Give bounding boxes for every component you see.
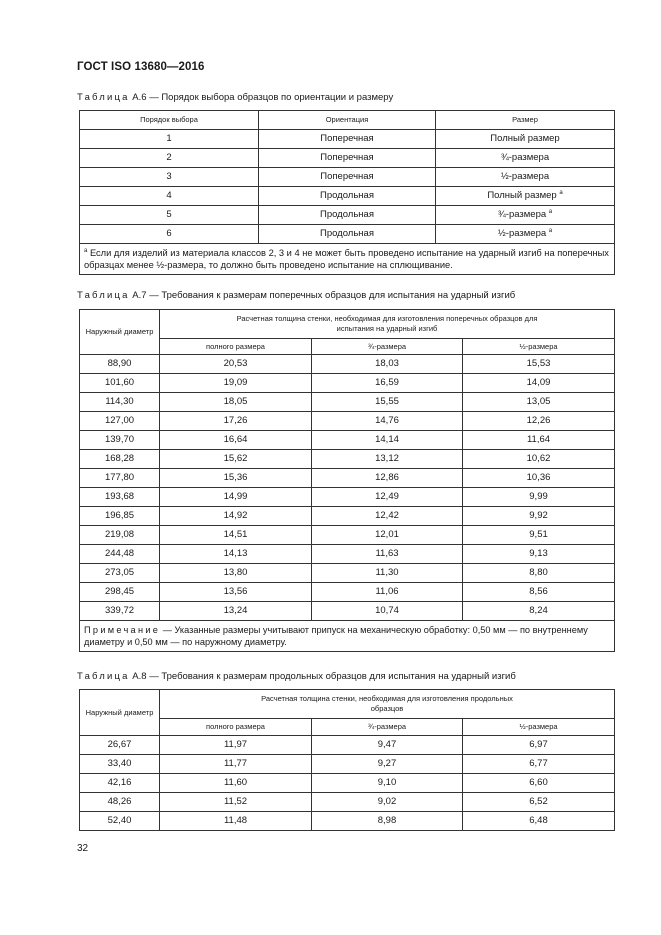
footnote-mark: a <box>559 190 563 196</box>
table-cell: 10,74 <box>312 602 463 621</box>
table-row <box>80 488 615 507</box>
size-text: ½-размера <box>500 171 550 182</box>
table-cell: 14,51 <box>160 526 312 545</box>
table-row <box>80 507 615 526</box>
page-number: 32 <box>77 843 89 854</box>
table-cell: Поперечная <box>259 149 436 168</box>
table-cell <box>436 206 615 225</box>
table-row <box>80 149 615 168</box>
table-row <box>80 393 615 412</box>
table-cell: 9,51 <box>463 526 615 545</box>
table-cell: 101,60 <box>80 374 160 393</box>
table-cell <box>436 168 615 187</box>
table-row <box>80 225 615 244</box>
table-a8-caption <box>77 671 516 682</box>
table-cell: 33,40 <box>80 755 160 774</box>
table-row <box>80 206 615 225</box>
table-cell: 8,56 <box>463 583 615 602</box>
header-cell: Ориентация <box>259 111 436 130</box>
table-cell: 10,62 <box>463 450 615 469</box>
table-row <box>80 774 615 793</box>
header-cell: Размер <box>436 111 615 130</box>
subheader-cell: полного размера <box>160 719 312 736</box>
table-a6-footnote <box>80 244 615 275</box>
table-cell: 5 <box>80 206 259 225</box>
table-a7-header-row <box>80 310 615 339</box>
document-code: ГОСТ ISO 13680—2016 <box>77 61 205 73</box>
table-cell: Продольная <box>259 206 436 225</box>
header-wall-thickness: Расчетная толщина стенки, необходимая для изготовления поперечных образцов для испытания на ударный изгиб <box>160 310 615 339</box>
table-cell: 139,70 <box>80 431 160 450</box>
note-word: Примечание <box>84 625 161 635</box>
table-cell: 2 <box>80 149 259 168</box>
table-row <box>80 469 615 488</box>
table-cell <box>436 149 615 168</box>
caption-text: А.6 — Порядок выбора образцов по ориентации и размеру <box>129 92 394 103</box>
subheader-cell: ½-размера <box>463 339 615 355</box>
table-row <box>80 130 615 149</box>
table-cell: 6,97 <box>463 736 615 755</box>
table-row <box>80 168 615 187</box>
table-cell: 16,64 <box>160 431 312 450</box>
table-row <box>80 755 615 774</box>
table-cell: 14,76 <box>312 412 463 431</box>
table-cell: 13,12 <box>312 450 463 469</box>
table-cell: 11,30 <box>312 564 463 583</box>
header-diameter: Наружный диаметр <box>80 310 160 355</box>
table-cell: 114,30 <box>80 393 160 412</box>
footnote-mark: a <box>548 209 553 215</box>
table-cell: 18,03 <box>312 355 463 374</box>
table-cell: 8,24 <box>463 602 615 621</box>
table-cell: 12,49 <box>312 488 463 507</box>
table-cell: 11,77 <box>160 755 312 774</box>
table-a7-caption <box>77 290 515 301</box>
table-cell: 16,59 <box>312 374 463 393</box>
caption-text: А.7 — Требования к размерам поперечных образцов для испытания на ударный изгиб <box>129 290 516 301</box>
table-cell <box>436 130 615 149</box>
table-a7-note <box>80 621 615 652</box>
table-a8-subheader-row <box>80 719 615 736</box>
table-cell: 1 <box>80 130 259 149</box>
table-cell: 13,05 <box>463 393 615 412</box>
table-cell: 273,05 <box>80 564 160 583</box>
footnote-mark: a <box>84 248 88 254</box>
table-row <box>80 431 615 450</box>
table-a8-header-row <box>80 690 615 719</box>
caption-word: Таблица <box>77 92 130 103</box>
table-cell: 339,72 <box>80 602 160 621</box>
table-cell: 26,67 <box>80 736 160 755</box>
table-cell: 3 <box>80 168 259 187</box>
table-cell: 17,26 <box>160 412 312 431</box>
subheader-cell: ¾-размера <box>312 339 463 355</box>
table-a6-caption <box>77 92 393 103</box>
table-a6-header-row <box>80 111 615 130</box>
table-cell: 6,48 <box>463 812 615 831</box>
header-wall-thickness: Расчетная толщина стенки, необходимая для изготовления продольных образцов <box>160 690 615 719</box>
table-cell: 15,55 <box>312 393 463 412</box>
table-a6 <box>79 110 615 275</box>
table-row <box>80 545 615 564</box>
table-cell: Продольная <box>259 187 436 206</box>
table-a8 <box>79 689 615 831</box>
table-cell: 8,98 <box>312 812 463 831</box>
table-cell: 177,80 <box>80 469 160 488</box>
table-cell: Поперечная <box>259 168 436 187</box>
table-cell: 8,80 <box>463 564 615 583</box>
size-text: Полный размер <box>490 133 560 144</box>
size-text: ½-размера <box>497 228 547 239</box>
table-row <box>80 583 615 602</box>
table-cell: 15,62 <box>160 450 312 469</box>
table-cell: 9,02 <box>312 793 463 812</box>
table-cell: 11,52 <box>160 793 312 812</box>
table-cell: 14,13 <box>160 545 312 564</box>
table-cell: 6,60 <box>463 774 615 793</box>
note-text: — Указанные размеры учитывают припуск на механическую обработку: 0,50 мм — по внутреннему диаметру и 0,50 мм — по наружному диаметру. <box>84 625 588 647</box>
caption-word: Таблица <box>77 290 130 301</box>
subheader-cell: ½-размера <box>463 719 615 736</box>
table-cell: 48,26 <box>80 793 160 812</box>
table-row <box>80 355 615 374</box>
table-row <box>80 526 615 545</box>
table-cell: 127,00 <box>80 412 160 431</box>
table-cell: 6,52 <box>463 793 615 812</box>
table-row <box>80 450 615 469</box>
table-cell: 4 <box>80 187 259 206</box>
table-cell: 14,92 <box>160 507 312 526</box>
table-cell <box>436 187 615 206</box>
table-cell: 12,42 <box>312 507 463 526</box>
table-cell: 9,10 <box>312 774 463 793</box>
table-row <box>80 602 615 621</box>
caption-word: Таблица <box>77 671 130 682</box>
table-cell: 9,13 <box>463 545 615 564</box>
table-cell: 6 <box>80 225 259 244</box>
table-cell: 13,24 <box>160 602 312 621</box>
table-cell: 12,01 <box>312 526 463 545</box>
table-cell: Поперечная <box>259 130 436 149</box>
caption-text: А.8 — Требования к размерам продольных образцов для испытания на ударный изгиб <box>129 671 516 682</box>
table-cell: 9,92 <box>463 507 615 526</box>
table-a7-note-row <box>80 621 615 652</box>
table-cell: 15,36 <box>160 469 312 488</box>
table-cell: 11,64 <box>463 431 615 450</box>
table-row <box>80 812 615 831</box>
table-cell: 219,08 <box>80 526 160 545</box>
table-row <box>80 793 615 812</box>
table-cell: 12,26 <box>463 412 615 431</box>
table-cell: 168,28 <box>80 450 160 469</box>
table-cell: 9,47 <box>312 736 463 755</box>
table-cell <box>436 225 615 244</box>
table-cell: 11,63 <box>312 545 463 564</box>
table-cell: 13,56 <box>160 583 312 602</box>
table-cell: 14,09 <box>463 374 615 393</box>
table-cell: 193,68 <box>80 488 160 507</box>
table-cell: 12,86 <box>312 469 463 488</box>
table-row <box>80 374 615 393</box>
subheader-cell: ¾-размера <box>312 719 463 736</box>
size-text: ¾-размера <box>500 152 550 163</box>
size-text: Полный размер <box>487 190 557 201</box>
table-a7 <box>79 309 615 652</box>
table-cell: 11,60 <box>160 774 312 793</box>
table-cell: Продольная <box>259 225 436 244</box>
size-text: ¾-размера <box>497 209 547 220</box>
subheader-cell: полного размера <box>160 339 312 355</box>
table-cell: 20,53 <box>160 355 312 374</box>
table-row <box>80 736 615 755</box>
header-diameter: Наружный диаметр <box>80 690 160 736</box>
table-cell: 11,48 <box>160 812 312 831</box>
table-row <box>80 187 615 206</box>
table-cell: 244,48 <box>80 545 160 564</box>
header-cell: Порядок выбора <box>80 111 259 130</box>
table-cell: 42,16 <box>80 774 160 793</box>
table-cell: 52,40 <box>80 812 160 831</box>
table-cell: 298,45 <box>80 583 160 602</box>
table-cell: 14,14 <box>312 431 463 450</box>
table-row <box>80 564 615 583</box>
table-cell: 88,90 <box>80 355 160 374</box>
table-a7-subheader-row <box>80 339 615 355</box>
table-cell: 9,99 <box>463 488 615 507</box>
table-cell: 6,77 <box>463 755 615 774</box>
table-cell: 14,99 <box>160 488 312 507</box>
footnote-text: Если для изделий из материала классов 2, 3 и 4 не может быть проведено испытание на ударный изгиб на поперечных образцах менее ½-размера, то должно быть проведено испытание на сплющивание. <box>84 248 609 270</box>
table-cell: 11,97 <box>160 736 312 755</box>
table-cell: 13,80 <box>160 564 312 583</box>
table-row <box>80 412 615 431</box>
table-cell: 19,09 <box>160 374 312 393</box>
footnote-mark: a <box>548 228 553 234</box>
table-cell: 18,05 <box>160 393 312 412</box>
table-cell: 196,85 <box>80 507 160 526</box>
table-cell: 10,36 <box>463 469 615 488</box>
table-cell: 15,53 <box>463 355 615 374</box>
table-cell: 9,27 <box>312 755 463 774</box>
table-a6-footnote-row <box>80 244 615 275</box>
table-cell: 11,06 <box>312 583 463 602</box>
